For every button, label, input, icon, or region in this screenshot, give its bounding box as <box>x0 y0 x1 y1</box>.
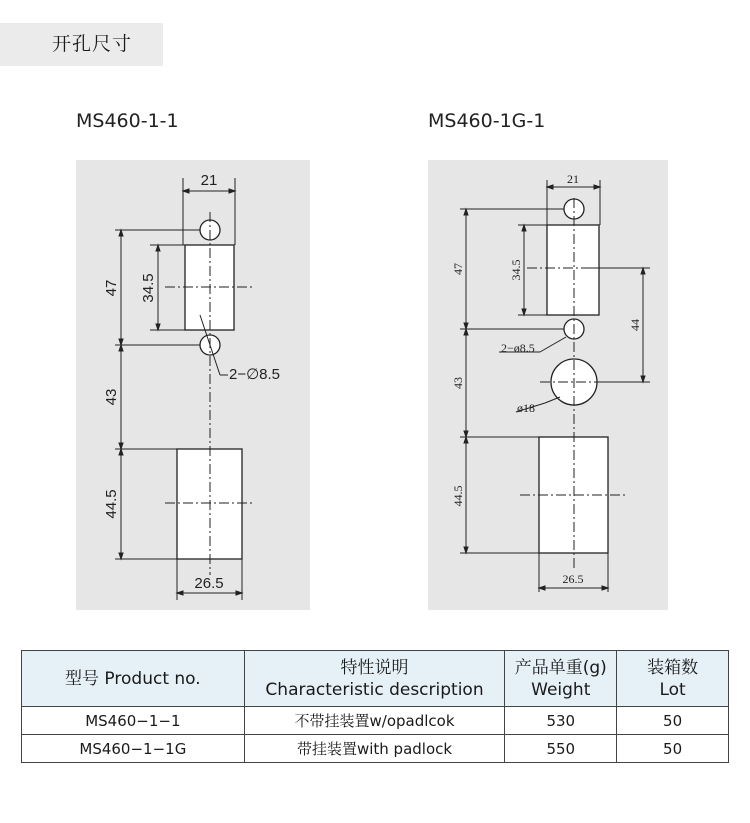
dim-inner-height: 34.5 <box>140 273 157 303</box>
dim-lower-height-g: 44.5 <box>451 485 465 507</box>
section-tab: 开孔尺寸 <box>0 23 163 66</box>
table-row <box>22 707 729 735</box>
header-line: 装箱数 <box>647 657 699 678</box>
dim-lower-height: 44.5 <box>103 489 120 519</box>
cell-product: MS460−1−1G <box>22 735 245 763</box>
drawing-panel-left <box>76 160 310 610</box>
dim-outer-height-g: 47 <box>451 263 465 275</box>
dim-top-width: 21 <box>200 172 218 189</box>
header-weight <box>505 651 617 707</box>
model-label-right: MS460-1G-1 <box>428 110 546 132</box>
dim-big-hole: ø18 <box>517 401 535 415</box>
header-line: 产品单重(g) <box>514 657 607 678</box>
header-product-no <box>22 651 245 707</box>
cutout-drawing-left <box>76 160 310 610</box>
drawing-panel-right <box>428 160 668 610</box>
dim-right-44: 44 <box>628 319 642 331</box>
cell-description: 不带挂装置w/opadlcok <box>244 707 505 735</box>
cell-weight: 530 <box>505 707 617 735</box>
header-line: Characteristic description <box>265 679 484 700</box>
header-lot <box>617 651 729 707</box>
dim-gap: 43 <box>103 388 120 406</box>
cell-lot: 50 <box>617 707 729 735</box>
header-line: Weight <box>531 679 591 700</box>
dim-outer-height: 47 <box>103 279 120 297</box>
cell-weight: 550 <box>505 735 617 763</box>
cutout-drawing-right <box>428 160 668 610</box>
header-line: Lot <box>659 679 686 700</box>
model-label-left: MS460-1-1 <box>76 110 179 132</box>
cell-lot: 50 <box>617 735 729 763</box>
dim-inner-height-g: 34.5 <box>509 259 523 281</box>
spec-table <box>21 650 729 763</box>
dim-hole-label-g: 2−ø8.5 <box>501 341 535 355</box>
dim-lower-width: 26.5 <box>194 575 224 592</box>
cell-product: MS460−1−1 <box>22 707 245 735</box>
dim-lower-width-g: 26.5 <box>562 572 584 586</box>
dim-gap-g: 43 <box>451 377 465 389</box>
cell-description: 带挂装置with padlock <box>244 735 505 763</box>
header-line: 特性说明 <box>340 657 409 678</box>
dim-top-width-g: 21 <box>567 172 579 186</box>
header-description <box>244 651 505 707</box>
table-header-row <box>22 651 729 707</box>
header-line: 型号 Product no. <box>65 668 201 689</box>
dim-hole-label: 2−∅8.5 <box>229 366 281 383</box>
table-row <box>22 735 729 763</box>
